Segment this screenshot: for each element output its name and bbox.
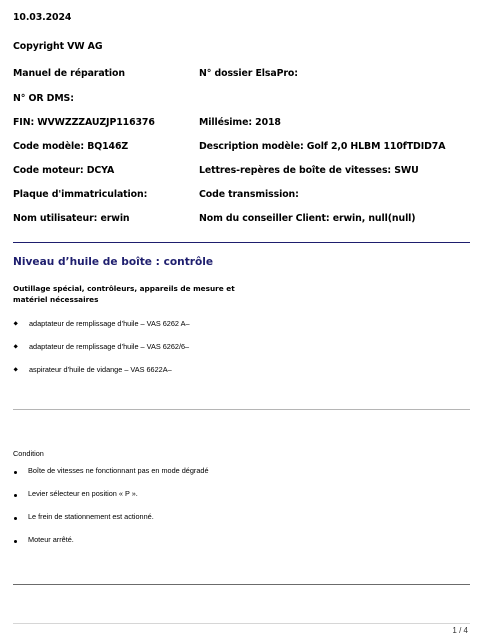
tools-heading: Outillage spécial, contrôleurs, appareils de mesure et matériel nécessaires <box>13 284 235 304</box>
condition-item: Moteur arrêté. <box>28 535 74 544</box>
manual-label: Manuel de réparation <box>13 68 125 79</box>
dot-bullet-icon <box>14 471 17 474</box>
tool-item: adaptateur de remplissage d’huile – VAS 6262 A– <box>29 319 190 328</box>
dot-bullet-icon <box>14 540 17 543</box>
dossier-label: N° dossier ElsaPro: <box>199 68 298 79</box>
plaque-label: Plaque d'immatriculation: <box>13 189 148 200</box>
dot-bullet-icon <box>14 494 17 497</box>
description-modele-label: Description modèle: Golf 2,0 HLBM 110fTDID7A <box>199 141 446 152</box>
date: 10.03.2024 <box>13 12 72 23</box>
code-modele-label: Code modèle: BQ146Z <box>13 141 129 152</box>
condition-heading: Condition <box>13 449 44 458</box>
section-title: Niveau d’huile de boîte : contrôle <box>13 256 214 268</box>
tool-item: aspirateur d’huile de vidange – VAS 6622A– <box>29 365 172 374</box>
millesime-label: Millésime: 2018 <box>199 117 281 128</box>
condition-item: Boîte de vitesses ne fonctionnant pas en mode dégradé <box>28 466 209 475</box>
diamond-bullet-icon <box>13 344 18 349</box>
tools-divider <box>13 409 470 410</box>
condition-item: Levier sélecteur en position « P ». <box>28 489 138 498</box>
utilisateur-label: Nom utilisateur: erwin <box>13 213 130 224</box>
condition-item: Le frein de stationnement est actionné. <box>28 512 154 521</box>
diamond-bullet-icon <box>13 321 18 326</box>
code-transmission-label: Code transmission: <box>199 189 299 200</box>
conditions-divider <box>13 584 470 585</box>
tool-item: adaptateur de remplissage d’huile – VAS 6262/6– <box>29 342 190 351</box>
dot-bullet-icon <box>14 517 17 520</box>
footer-divider <box>13 623 470 624</box>
header-divider <box>13 242 470 243</box>
or-dms-label: N° OR DMS: <box>13 93 74 104</box>
code-moteur-label: Code moteur: DCYA <box>13 165 115 176</box>
conseiller-label: Nom du conseiller Client: erwin, null(null) <box>199 213 416 224</box>
page-number: 1 / 4 <box>452 626 468 635</box>
copyright: Copyright VW AG <box>13 41 103 52</box>
fin-label: FIN: WVWZZZAUZJP116376 <box>13 117 155 128</box>
diamond-bullet-icon <box>13 367 18 372</box>
lettres-reperes-label: Lettres-repères de boîte de vitesses: SWU <box>199 165 419 176</box>
